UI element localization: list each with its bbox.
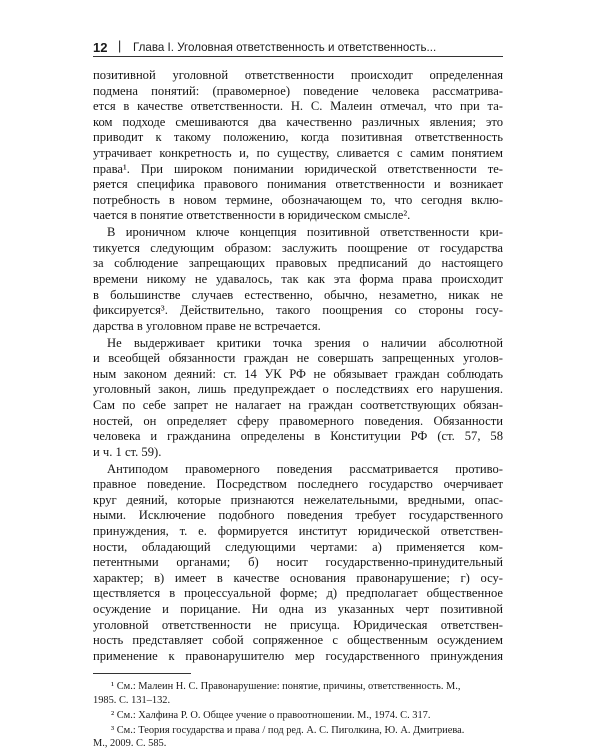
body-line: потребность в новом термине, обозначающем то, что сегодня вклю-: [93, 192, 503, 207]
footnote-rule: [93, 673, 191, 674]
body-line: тикуется следующим образом: заслужить поощрение от государства: [93, 240, 503, 255]
body-line: ными. Исключение подобного поведения требует государственного: [93, 508, 503, 523]
chapter-title: Глава I. Уголовная ответственность и ответственность...: [133, 41, 437, 54]
body-line: ным законом деяний: ст. 14 УК РФ не обязывает граждан соблюдать: [93, 366, 503, 381]
body-line: ется в качестве ответственности. Н. С. Малеин отмечал, что при та-: [93, 99, 503, 114]
page-number: 12: [93, 40, 108, 55]
footnote-line: ¹ См.: Малеин Н. С. Правонарушение: понятие, причины, ответственность. М.,: [111, 681, 461, 692]
body-line: характер; в) имеет в качестве основания правонарушение; г) осу-: [93, 570, 503, 585]
body-line: ком подходе смешиваются два качественно различных явления; это: [93, 114, 503, 129]
header-separator: |: [118, 39, 122, 53]
header-rule: [93, 56, 503, 57]
body-line: и ч. 1 ст. 59).: [93, 444, 162, 459]
body-line: ность представляет собой сопряженное с общественным осуждением: [93, 633, 503, 648]
footnote-line: М., 2009. С. 585.: [93, 738, 167, 749]
body-line: фиксируется³. Действительно, такого поощрения со стороны госу-: [93, 303, 503, 318]
body-line: чается в понятие ответственности в юридическом смысле².: [93, 208, 411, 223]
body-line: ности, обладающий следующими чертами: а) применяется ком-: [93, 539, 503, 554]
body-line: ряется специфика правового понимания ответственности и возникает: [93, 177, 503, 192]
body-line: правное поведение. Посредством последнего государство очерчивает: [93, 477, 503, 492]
body-line: утрачивает конкретность и, по существу, сливается с самим понятием: [93, 146, 503, 160]
body-line: Сам по себе запрет не налагает на граждан соответствующих обязан-: [93, 398, 503, 412]
footnote-line: ² См.: Халфина Р. О. Общее учение о правоотношении. М., 1974. С. 317.: [111, 709, 431, 721]
body-line: уголовный закон, лишь предупреждает о последствиях его нарушения.: [93, 382, 503, 397]
body-line: приводит к такому положению, когда позитивная ответственность: [93, 130, 503, 145]
body-line: принуждения, т. е. формируется институт юридической ответствен-: [93, 524, 503, 538]
body-line: времени никому не удавалось, так как эта форма права происходит: [93, 272, 503, 286]
running-header: [93, 38, 513, 58]
body-line: осуждение и порицание. Ни одна из указанных черт позитивной: [93, 602, 503, 616]
body-line: права¹. При широком понимании юридической ответственности те-: [93, 161, 503, 176]
body-line: за соблюдение запрещающих правовых предписаний до настоящего: [93, 256, 503, 271]
body-line: ществляется в процессуальной форме; д) предполагает общественное: [93, 586, 503, 601]
body-line: круг деяний, которые признаются нежелательными, вредными, опас-: [93, 492, 503, 507]
body-line: человека и гражданина определены в Конституции РФ (ст. 57, 58: [93, 429, 503, 444]
body-line: подмена понятий: (правомерное) поведение человека рассматрива-: [93, 83, 503, 98]
footnote-line: 1985. С. 131–132.: [93, 694, 171, 706]
footnote-line: ³ См.: Теория государства и права / под ред. А. С. Пиголкина, Ю. А. Дмитриева.: [111, 724, 465, 736]
body-line: в большинстве случаев естественно, обычно, незаметно, никак не: [93, 287, 503, 302]
body-line: петентными органами; б) носит государственно-принудительный: [93, 555, 503, 570]
body-line: Антиподом правомерного поведения рассматривается противо-: [107, 461, 503, 476]
body-line: позитивной уголовной ответственности происходит определенная: [93, 68, 503, 82]
body-line: применение к правонарушителю мер государственного принуждения: [93, 648, 503, 663]
body-line: В ироничном ключе концепция позитивной ответственности кри-: [107, 225, 503, 240]
body-line: дарства в уголовном праве не встречается.: [93, 318, 321, 333]
body-line: ностей, он определяет сферу правомерного поведения. Обязанности: [93, 413, 503, 428]
body-line: уголовной ответственности не присуща. Юридическая ответствен-: [93, 617, 503, 632]
body-line: и всеобщей обязанности граждан не совершать запрещенных уголов-: [93, 351, 503, 366]
body-line: Не выдерживает критики точка зрения о наличии абсолютной: [107, 335, 503, 350]
